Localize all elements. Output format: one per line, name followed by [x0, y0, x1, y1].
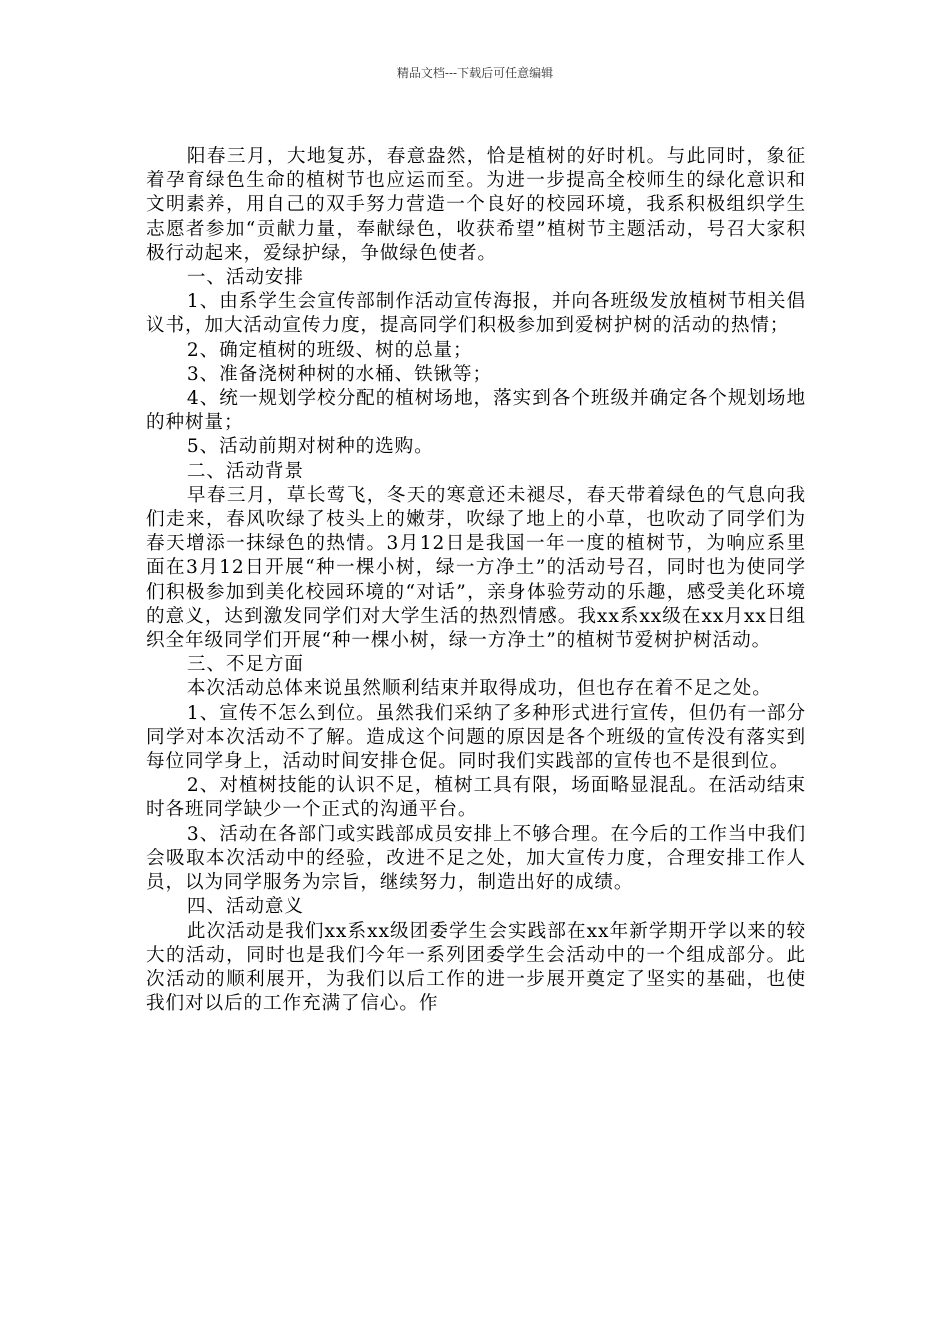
section-heading-shortcomings: 三、不足方面: [186, 654, 304, 676]
section-heading-significance: 四、活动意义: [186, 896, 304, 918]
shortcomings-intro: 本次活动总体来说虽然顺利结束并取得成功，但也存在着不足之处。: [186, 678, 772, 700]
intro-paragraph: 阳春三月，大地复苏，春意盎然，恰是植树的好时机。与此同时，象征着孕育绿色生命的植树节也应运而至。为进一步提高全校师生的绿化意识和文明素养，用自己的双手努力营造一个良好的校园环境，我系积极组织学生志愿者参加“贡献力量，奉献绿色，收获希望”植树节主题活动，号召大家积极行动起来，爱绿护绿，争做绿色使者。: [146, 146, 806, 264]
arrangement-item-4: 4、统一规划学校分配的植树场地，落实到各个班级并确定各个规划场地的种树量；: [146, 388, 806, 434]
arrangement-item-3: 3、准备浇树种树的水桶、铁锹等；: [186, 363, 493, 385]
background-paragraph: 早春三月，草长莺飞，冬天的寒意还未褪尽，春天带着绿色的气息向我们走来，春风吹绿了枝头上的嫩芽，吹绿了地上的小草，也吹动了同学们为春天增添一抹绿色的热情。3月12日是我国一年一度的植树节，为响应系里面在3月12日开展“种一棵小树，绿一方净土”的活动号召，同时也为使同学们积极参加到美化校园环境的“对话”，亲身体验劳动的乐趣，感受美化环境的意义，达到激发同学们对大学生活的热烈情感。我xx系xx级在xx月xx日组织全年级同学们开展“种一棵小树，绿一方净土”的植树节爱树护树活动。: [146, 484, 806, 652]
significance-paragraph: 此次活动是我们xx系xx级团委学生会实践部在xx年新学期开学以来的较大的活动，同时也是我们今年一系列团委学生会活动中的一个组成部分。此次活动的顺利展开，为我们以后工作的进一步展开奠定了坚实的基础，也使我们对以后的工作充满了信心。作: [146, 920, 806, 1015]
header-note: 精品文档---下载后可任意编辑: [396, 66, 554, 80]
document-body: [146, 145, 806, 1016]
arrangement-item-1: 1、由系学生会宣传部制作活动宣传海报，并向各班级发放植树节相关倡议书，加大活动宣传力度，提高同学们积极参加到爱树护树的活动的热情；: [146, 291, 806, 337]
shortcoming-item-2: 2、对植树技能的认识不足，植树工具有限，场面略显混乱。在活动结束时各班同学缺少一个正式的沟通平台。: [146, 775, 806, 821]
shortcoming-item-1: 1、宣传不怎么到位。虽然我们采纳了多种形式进行宣传，但仍有一部分同学对本次活动不了解。造成这个问题的原因是各个班级的宣传没有落实到每位同学身上，活动时间安排仓促。同时我们实践部的宣传也不是很到位。: [146, 702, 806, 773]
arrangement-item-2: 2、确定植树的班级、树的总量；: [186, 339, 473, 361]
arrangement-item-5: 5、活动前期对树种的选购。: [186, 436, 434, 458]
section-heading-background: 二、活动背景: [186, 460, 304, 482]
shortcoming-item-3: 3、活动在各部门或实践部成员安排上不够合理。在今后的工作当中我们会吸取本次活动中的经验，改进不足之处，加大宣传力度，合理安排工作人员，以为同学服务为宗旨，继续努力，制造出好的成绩。: [146, 823, 806, 894]
section-heading-arrangement: 一、活动安排: [186, 267, 304, 289]
